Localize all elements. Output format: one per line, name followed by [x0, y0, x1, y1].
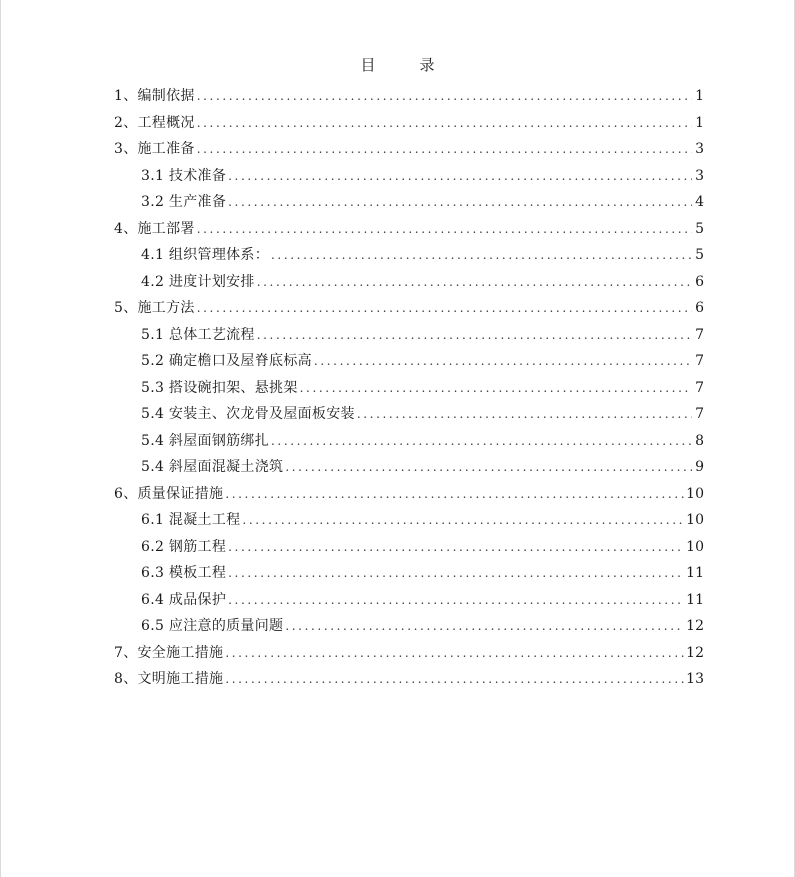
- toc-subentry[interactable]: [114, 507, 704, 534]
- toc-entry[interactable]: [114, 640, 704, 667]
- toc-entry[interactable]: [114, 110, 704, 137]
- toc-entry[interactable]: [114, 216, 704, 243]
- toc-entry-label: 5.1 总体工艺流程: [141, 326, 255, 343]
- toc-page-number: 12: [686, 644, 704, 661]
- toc-dot-leader: [228, 534, 684, 561]
- toc-page-number: 10: [686, 538, 704, 555]
- toc-entry-label: 8、文明施工措施: [114, 671, 224, 687]
- toc-dot-leader: [225, 481, 684, 508]
- toc-entry-label: 6.4 成品保护: [141, 591, 227, 608]
- toc-subentry[interactable]: [114, 587, 704, 614]
- toc-entry-label: 2、工程概况: [114, 114, 195, 131]
- toc-page-number: 9: [695, 459, 704, 475]
- toc-entry-label: 4.1 组织管理体系：: [141, 247, 270, 263]
- toc-page-number: 3: [695, 141, 704, 157]
- toc-entry-label: 6.3 模板工程: [141, 565, 227, 581]
- table-of-contents: [114, 83, 704, 693]
- toc-entry-label: 3.1 技术准备: [141, 167, 227, 184]
- toc-entry-label: 3.2 生产准备: [141, 194, 227, 210]
- toc-subentry[interactable]: [114, 242, 704, 269]
- toc-entry[interactable]: [114, 666, 704, 693]
- toc-page-number: 1: [695, 88, 704, 104]
- toc-page-number: 6: [695, 300, 704, 316]
- toc-entry-label: 6.2 钢筋工程: [141, 538, 227, 555]
- toc-subentry[interactable]: [114, 375, 704, 402]
- toc-entry-label: 4.2 进度计划安排: [141, 273, 255, 290]
- toc-dot-leader: [285, 454, 692, 481]
- toc-subentry[interactable]: [114, 348, 704, 375]
- toc-page-number: 7: [695, 326, 704, 343]
- toc-entry[interactable]: [114, 83, 704, 110]
- toc-page-number: 11: [686, 565, 704, 581]
- toc-dot-leader: [271, 242, 692, 269]
- toc-page-number: 8: [695, 432, 704, 449]
- toc-dot-leader: [197, 295, 692, 322]
- toc-page-number: 4: [695, 194, 704, 210]
- toc-page-number: 13: [686, 671, 704, 687]
- toc-title-left: 目: [360, 56, 376, 74]
- toc-page-number: 11: [686, 591, 704, 608]
- toc-entry-label: 1、编制依据: [114, 88, 195, 104]
- toc-entry[interactable]: [114, 136, 704, 163]
- toc-entry-label: 7、安全施工措施: [114, 644, 224, 661]
- toc-entry-label: 5.3 搭设碗扣架、悬挑架: [141, 379, 298, 396]
- toc-page-number: 7: [695, 353, 704, 369]
- toc-page-number: 10: [686, 485, 704, 502]
- toc-dot-leader: [197, 83, 692, 110]
- toc-dot-leader: [197, 216, 692, 243]
- toc-dot-leader: [228, 560, 684, 587]
- toc-entry-label: 6、质量保证措施: [114, 485, 224, 502]
- toc-dot-leader: [314, 348, 692, 375]
- toc-dot-leader: [257, 322, 692, 349]
- toc-dot-leader: [197, 110, 692, 137]
- toc-dot-leader: [197, 136, 692, 163]
- toc-entry-label: 5.4 安装主、次龙骨及屋面板安装: [141, 406, 355, 422]
- toc-subentry[interactable]: [114, 454, 704, 481]
- toc-dot-leader: [228, 189, 692, 216]
- toc-entry-label: 6.1 混凝土工程: [141, 512, 241, 528]
- toc-page-number: 6: [695, 273, 704, 290]
- toc-entry-label: 5.4 斜屋面混凝土浇筑: [141, 459, 284, 475]
- toc-dot-leader: [225, 666, 684, 693]
- toc-subentry[interactable]: [114, 189, 704, 216]
- toc-subentry[interactable]: [114, 269, 704, 296]
- toc-entry[interactable]: [114, 481, 704, 508]
- toc-subentry[interactable]: [114, 534, 704, 561]
- toc-entry-label: 3、施工准备: [114, 141, 195, 157]
- toc-entry-label: 5、施工方法: [114, 300, 195, 316]
- toc-page-number: 12: [686, 618, 704, 634]
- toc-dot-leader: [228, 163, 692, 190]
- toc-subentry[interactable]: [114, 163, 704, 190]
- toc-page-number: 1: [695, 114, 704, 131]
- toc-dot-leader: [300, 375, 692, 402]
- toc-dot-leader: [257, 269, 692, 296]
- toc-entry-label: 4、施工部署: [114, 220, 195, 237]
- toc-page-number: 5: [695, 247, 704, 263]
- toc-page-number: 7: [695, 406, 704, 422]
- toc-subentry[interactable]: [114, 428, 704, 455]
- toc-subentry[interactable]: [114, 613, 704, 640]
- toc-dot-leader: [357, 401, 692, 428]
- toc-dot-leader: [228, 587, 684, 614]
- toc-title-right: 录: [419, 56, 435, 74]
- toc-dot-leader: [242, 507, 684, 534]
- toc-subentry[interactable]: [114, 401, 704, 428]
- toc-entry[interactable]: [114, 295, 704, 322]
- toc-page-number: 3: [695, 167, 704, 184]
- toc-page-number: 7: [695, 379, 704, 396]
- toc-dot-leader: [225, 640, 684, 667]
- toc-page-number: 10: [686, 512, 704, 528]
- toc-dot-leader: [285, 613, 684, 640]
- toc-dot-leader: [271, 428, 692, 455]
- toc-entry-label: 5.2 确定檐口及屋脊底标高: [141, 353, 312, 369]
- toc-title: [1, 54, 794, 75]
- toc-subentry[interactable]: [114, 560, 704, 587]
- toc-subentry[interactable]: [114, 322, 704, 349]
- toc-entry-label: 5.4 斜屋面钢筋绑扎: [141, 432, 270, 449]
- toc-page-number: 5: [695, 220, 704, 237]
- toc-entry-label: 6.5 应注意的质量问题: [141, 618, 284, 634]
